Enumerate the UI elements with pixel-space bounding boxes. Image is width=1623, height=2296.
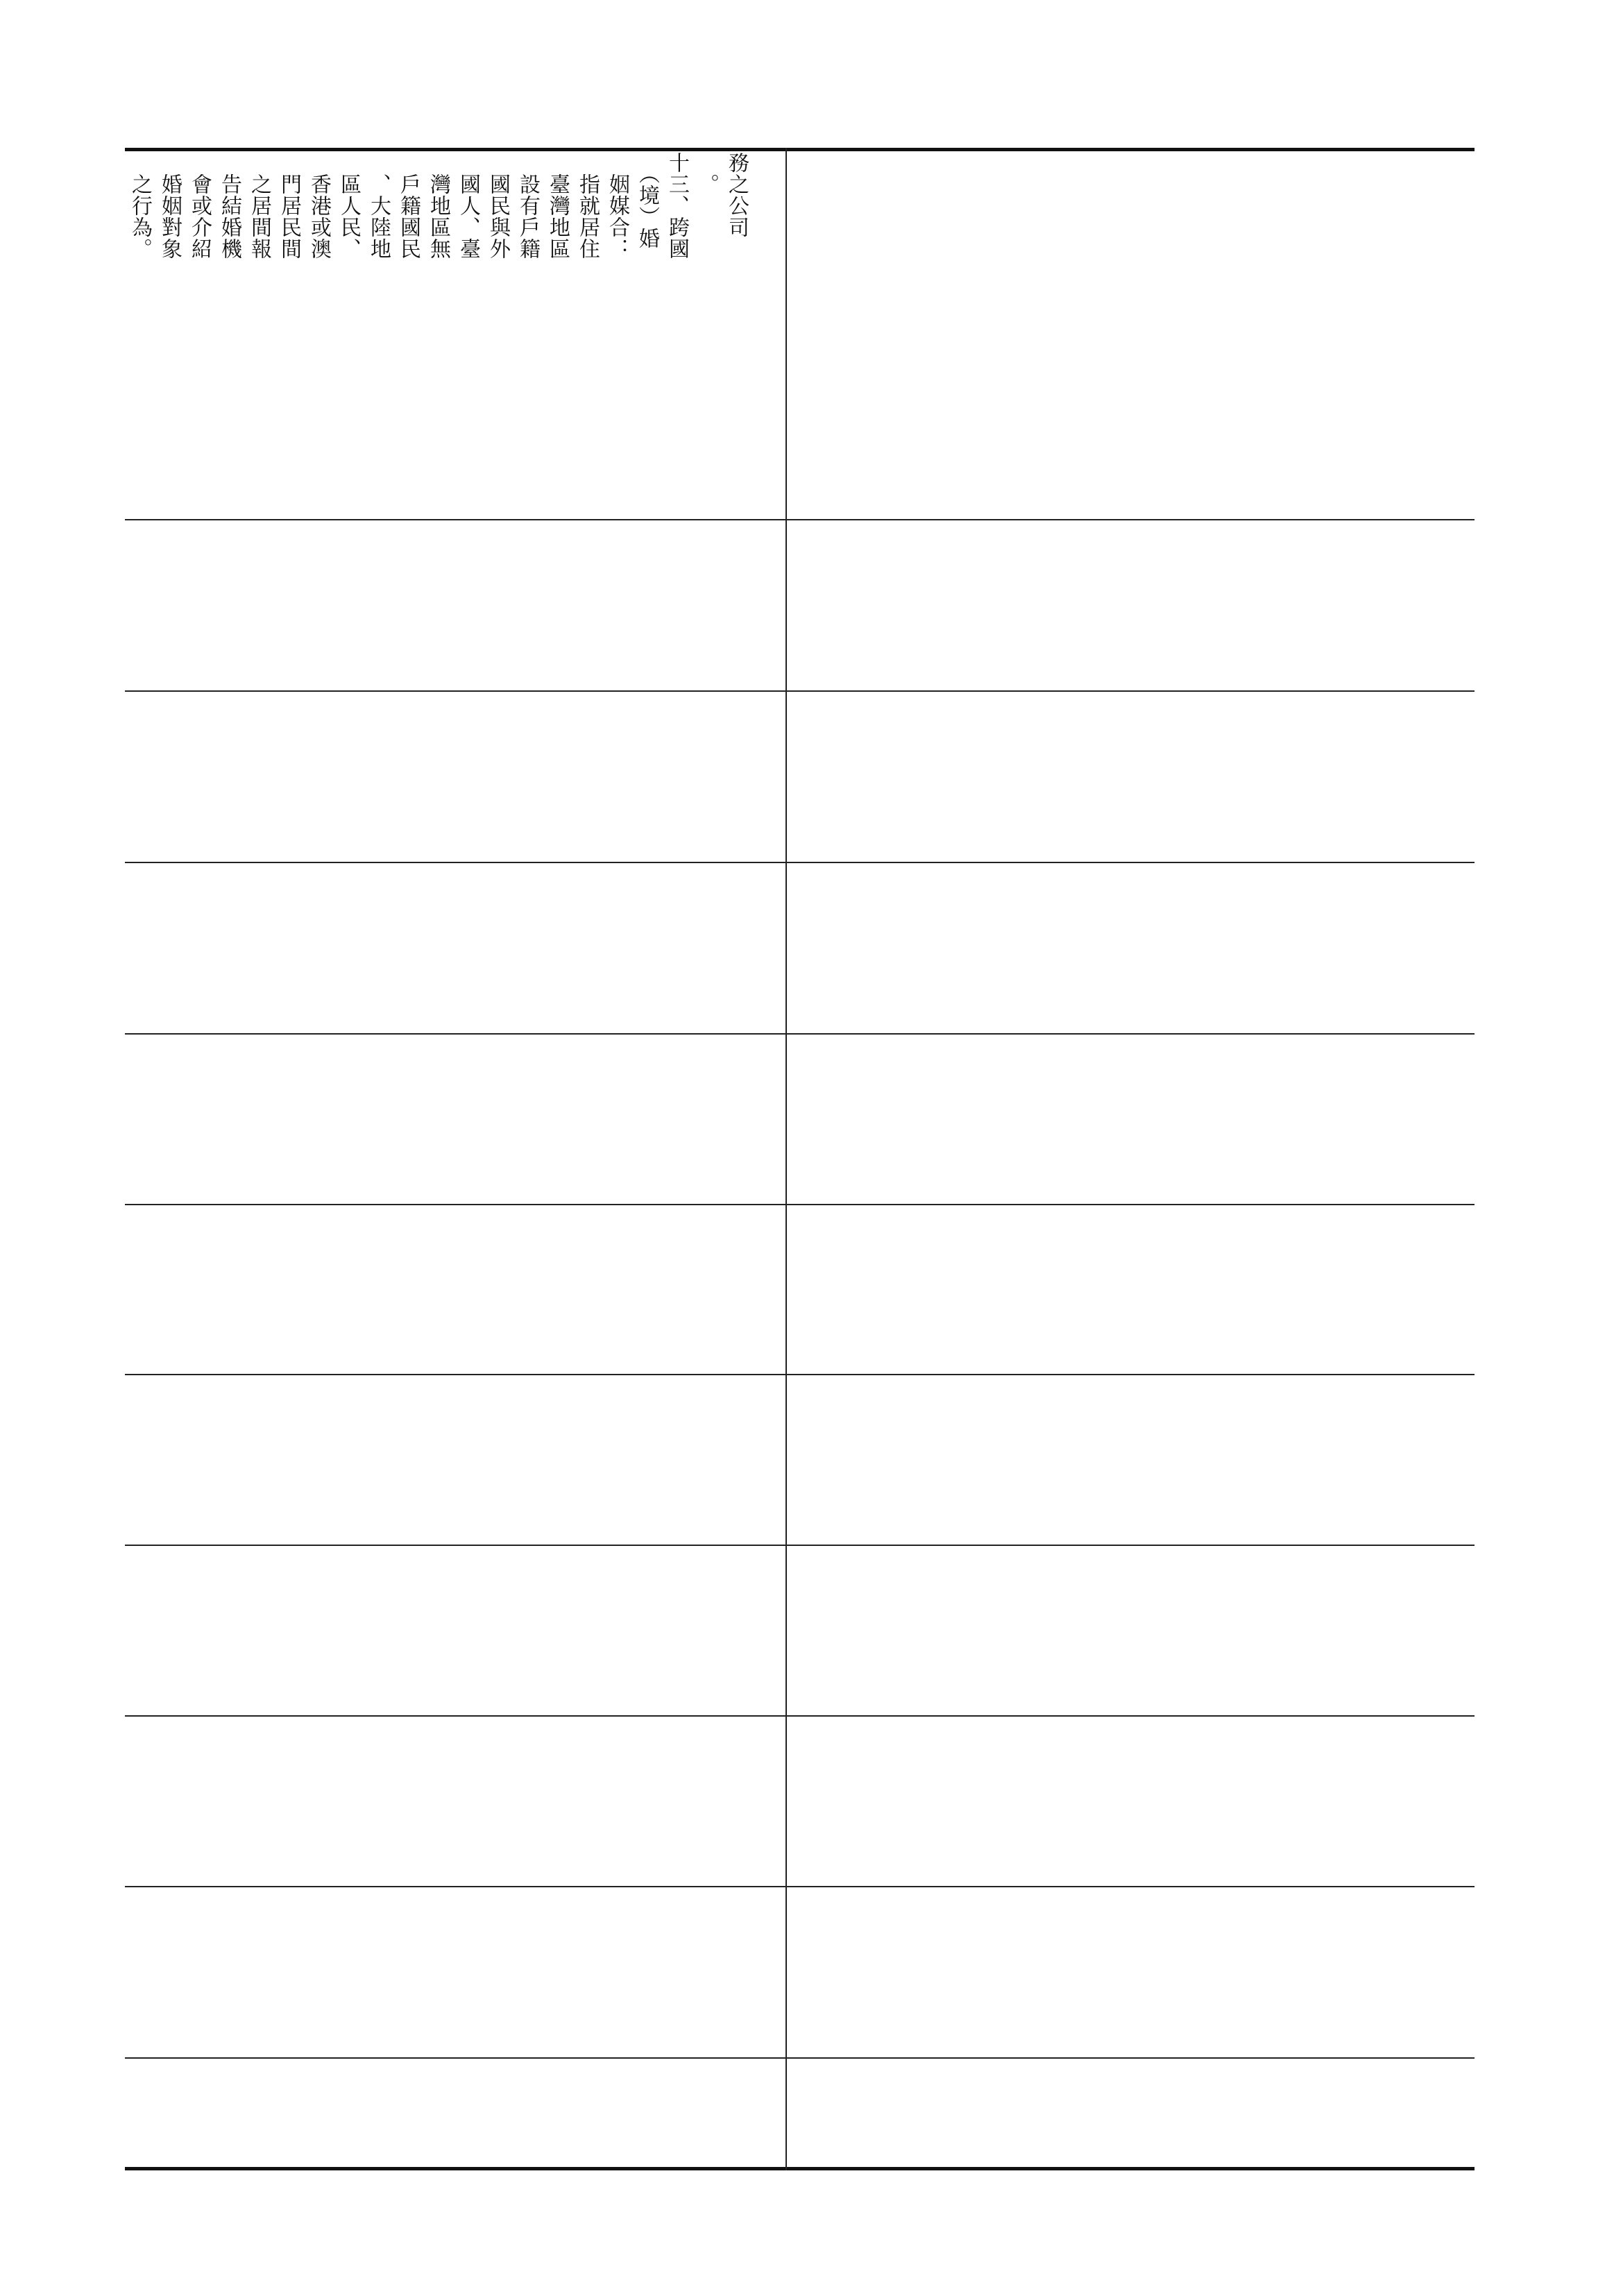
text-line: 、大陸地 (366, 152, 391, 260)
row1-right-cell (791, 152, 1471, 515)
text-line: 之居間報 (247, 152, 271, 260)
text-line: 指就居住 (575, 152, 600, 260)
text-line: 。 (695, 152, 719, 195)
row1-left-text (125, 152, 751, 515)
text-line: 姻媒合： (605, 152, 629, 260)
text-line: 門居民間 (277, 152, 301, 260)
row-divider (125, 690, 1475, 692)
row-divider (125, 1374, 1475, 1375)
row-divider (125, 1715, 1475, 1717)
text-line: 戶籍國民 (396, 152, 420, 260)
text-line: 會或介紹 (187, 152, 212, 260)
text-line: 灣地區無 (426, 152, 450, 260)
row12-left-cell (125, 2061, 777, 2164)
text-line: 婚姻對象 (158, 152, 182, 260)
text-line: 告結婚機 (217, 152, 241, 260)
text-line: 務之公司 (724, 152, 749, 238)
row6-left-cell (125, 1208, 777, 1370)
text-line: 十三、跨國 (665, 152, 689, 260)
row4-left-cell (125, 866, 777, 1029)
text-line: （境）婚 (635, 152, 659, 249)
comparison-table (125, 148, 1475, 2170)
row-divider (125, 862, 1475, 863)
row1-left-cell (125, 152, 777, 515)
text-line: 香港或澳 (307, 152, 331, 260)
row-divider (125, 1545, 1475, 1546)
row-divider (125, 1033, 1475, 1035)
table-bottom-rule (125, 2167, 1475, 2170)
text-line: 臺灣地區 (545, 152, 570, 260)
text-line: 設有戶籍 (516, 152, 540, 260)
column-divider (785, 148, 787, 2170)
text-line: 國人、臺 (456, 152, 480, 260)
row11-left-cell (125, 1890, 777, 2053)
text-line: 國民與外 (486, 152, 510, 260)
row2-left-cell (125, 523, 777, 686)
row-divider (125, 1886, 1475, 1887)
text-line: 之行為。 (128, 152, 152, 260)
row-divider (125, 1204, 1475, 1205)
table-top-rule (125, 148, 1475, 151)
text-line: 區人民、 (337, 152, 361, 260)
row-divider (125, 2057, 1475, 2059)
row-divider (125, 519, 1475, 520)
